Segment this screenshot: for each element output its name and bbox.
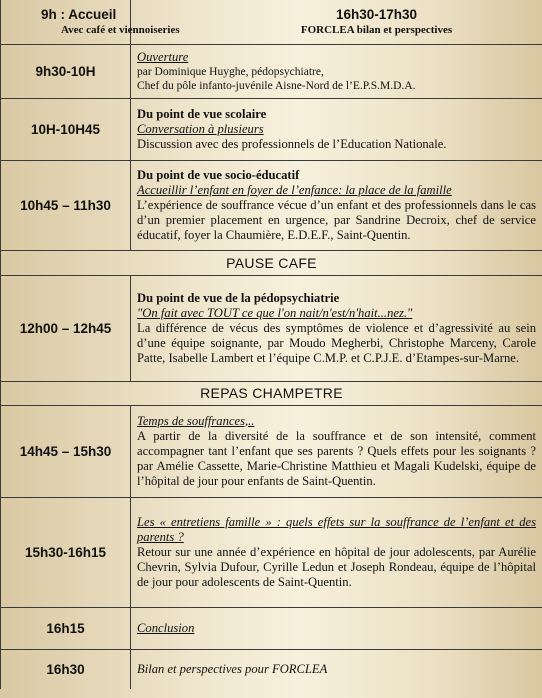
session-time: 10H-10H45 [1, 98, 131, 160]
session-time: 12h00 – 12h45 [1, 275, 131, 381]
session-content [131, 98, 542, 160]
session-subtitle: Conclusion [137, 620, 195, 635]
session-time: 14h45 – 15h30 [1, 405, 131, 497]
schedule-row [1, 98, 542, 160]
session-content [131, 405, 542, 497]
session-time: 16h30 [1, 649, 131, 689]
session-subtitle: Conversation à plusieurs [137, 121, 264, 136]
break-label: PAUSE CAFE [1, 250, 542, 275]
header-right-title: 16h30-17h30 [335, 7, 418, 23]
schedule-row [1, 160, 542, 250]
session-title: Du point de vue de la pédopsychiatrie [137, 290, 340, 305]
header-row [1, 0, 542, 44]
session-text: Bilan et perspectives pour FORCLEA [137, 661, 328, 676]
session-text: Chef du pôle infanto-juvénile Aisne-Nord de l’E.P.S.M.D.A. [137, 79, 416, 92]
session-title: Du point de vue scolaire [137, 106, 267, 121]
session-content [131, 607, 542, 649]
session-text: Discussion avec des professionnels de l’Education Nationale. [137, 136, 447, 151]
header-left-title: 9h : Accueil [41, 7, 117, 23]
break-row [1, 250, 542, 275]
session-text: La différence de vécus des symptômes de violence et d’agressivité au sein d’une équipe soignante, par Moudo Megherbi, Christophe Marceny, Carole Patte, Isabelle Lambert et l’équipe C.M.P. et C.P.J.E. d’Etampes-sur-Marne. [137, 320, 536, 365]
session-subtitle: Temps de souffrances,.. [137, 413, 255, 428]
session-content [131, 497, 542, 607]
session-subtitle: "On fait avec TOUT ce que l'on nait/n'est/n'hait...nez." [137, 305, 413, 320]
break-row [1, 381, 542, 405]
session-content [131, 44, 542, 98]
session-title: Du point de vue socio-éducatif [137, 167, 300, 182]
schedule-row [1, 275, 542, 381]
header-right-cell [131, 0, 542, 44]
session-time: 10h45 – 11h30 [1, 160, 131, 250]
schedule-row [1, 405, 542, 497]
schedule-row [1, 607, 542, 649]
header-left-subtitle: Avec café et viennoiseries [61, 24, 180, 37]
session-subtitle: Ouverture [137, 49, 189, 64]
session-subtitle: Les « entretiens famille » : quels effets sur la souffrance de l’enfant et des parents ? [137, 514, 536, 544]
session-content [131, 160, 542, 250]
session-content [131, 275, 542, 381]
header-right-subtitle: FORCLEA bilan et perspectives [300, 24, 453, 37]
session-time: 15h30-16h15 [1, 497, 131, 607]
schedule-row [1, 497, 542, 607]
session-subtitle: Accueillir l’enfant en foyer de l’enfance: la place de la famille [137, 182, 452, 197]
session-time: 9h30-10H [1, 44, 131, 98]
session-text: A partir de la diversité de la souffrance et de son intensité, comment accompagner tant l’enfant que ses parents ? Quels effets pour les soignants ? par Amélie Cassette, Marie-Christine Matthieu et Magali Kudelski, équipe de l’hôpital de jour pour enfants de Saint-Quentin. [137, 428, 536, 488]
session-text: par Dominique Huyghe, pédopsychiatre, [137, 65, 324, 78]
session-time: 16h15 [1, 607, 131, 649]
session-text: Retour sur une année d’expérience en hôpital de jour adolescents, par Aurélie Chevrin, Sylvia Dufour, Cyrille Ledun et Joseph Rondeau, équipe de l’hôpital de jour pour adolescents de Saint-Quentin. [137, 544, 536, 589]
session-text: L’expérience de souffrance vécue d’un enfant et des professionnels dans le cas d’un premier placement en urgence, par Sandrine Decroix, chef de service éducatif, foyer la Chaumière, E.D.E.F., Saint-Quentin. [137, 197, 536, 242]
schedule-row [1, 44, 542, 98]
break-label: REPAS CHAMPETRE [1, 381, 542, 405]
session-content [131, 649, 542, 689]
header-left-cell [1, 0, 180, 44]
schedule-row [1, 649, 542, 689]
